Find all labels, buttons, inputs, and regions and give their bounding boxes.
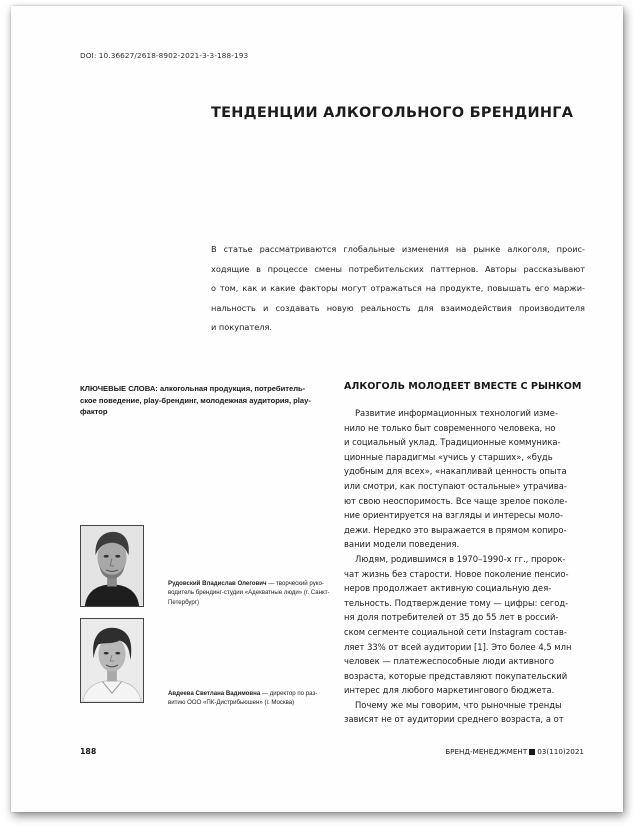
journal-footer [445,747,584,756]
body-line: Почему же мы говорим, что рыночные тренды [355,699,562,710]
author-1-name: Рудовский Владислав Олегович [168,580,267,587]
keywords-line: ское поведение, play-брендинг, молодежная аудитория, play- [80,395,311,405]
body-line: человек — платежеспособные люди активного [344,656,554,667]
body-text [344,406,584,727]
keywords [80,383,320,418]
body-line: Людям, родившимся в 1970–1990-х гг., пророк- [355,553,566,564]
author-2-bio: витию ООО «ПК-Дистрибьюшен» (г. Москва) [168,699,295,707]
body-line: дежи. Нередко это выражается в прямом копиро- [344,524,567,535]
body-line: неров продолжает активную социальную дея- [344,583,552,594]
body-line: или смотри, как поступают остальные» утрачива- [344,480,567,491]
body-line: ют свою неоспоримость. Все чаще зрелое поколе- [344,495,568,506]
journal-page [11,6,623,812]
keywords-line: фактор [80,407,108,416]
journal-name: БРЕНД-МЕНЕДЖМЕНТ [445,747,528,756]
body-line: и социальный уклад. Традиционные коммуника- [344,437,561,448]
body-line: ние ориентируется на взгляды и интересы моло- [344,510,564,521]
author-1-bio: водитель брендинг-студии «Адекватные люди» (г. Санкт- [168,589,330,597]
page-number: 188 [80,747,97,756]
author-2-bio: — директор по раз- [260,690,318,697]
abstract [211,240,585,338]
abstract-line: В статье рассматриваются глобальные изменения на рынке алкоголя, проис- [211,244,585,254]
author-2-caption [168,689,328,708]
body-line: интерес для любого маркетингового бюджета. [344,685,555,696]
body-line: вании модели поведения. [344,539,460,550]
author-2-name: Авдеева Светлана Вадимовна [168,690,261,697]
body-line: ня доля потребителей от 35 до 55 лет в россий- [344,612,559,623]
square-separator-icon [529,749,535,755]
journal-issue: 03(110)2021 [537,747,584,756]
body-line: удобным для всех», «накапливай ценность опыта [344,466,567,477]
article-title: ТЕНДЕНЦИИ АЛКОГОЛЬНОГО БРЕНДИНГА [211,105,574,121]
author-1-bio: Петербург) [168,598,200,606]
body-line: ском сегменте социальной сети Instagram состав- [344,626,567,637]
keywords-line: КЛЮЧЕВЫЕ СЛОВА: алкогольная продукция, потребитель- [80,384,306,393]
author-photo-male [80,525,144,607]
abstract-line: и покупателя. [211,322,273,332]
author-1-caption [168,579,328,607]
abstract-line: ходящие в процессе смены потребительских паттернов. Авторы рассказывают [211,263,585,274]
body-line: тельность. Подтверждение тому — цифры: сегод- [344,597,569,608]
body-line: ляет 33% от всей аудитории [1]. Это более 4,5 млн [344,641,572,652]
author-1-bio: — творческий руко- [266,580,324,587]
author-photo-female [80,618,144,703]
section-heading: АЛКОГОЛЬ МОЛОДЕЕТ ВМЕСТЕ С РЫНКОМ [344,381,582,392]
doi-label: DOI: 10.36627/2618-8902-2021-3-3-188-193 [80,51,249,60]
abstract-line: нальность и создавать новую реальность для взаимодействия производителя [211,302,585,313]
body-line: чат жизнь без старости. Новое поколение пенсио- [344,568,569,579]
body-line: зависят не от аудитории среднего возраста, а от [344,714,564,725]
body-line: Развитие информационных технологий изме- [355,408,558,418]
abstract-line: о том, как и какие факторы могут отражаться на продукте, повышать его маржи- [211,283,585,293]
body-line: нило не только быт современного человека, но [344,422,556,433]
body-line: возраста, которые представляют покупательский [344,670,568,681]
body-line: ционные парадигмы «учись у старших», «будь [344,451,553,462]
